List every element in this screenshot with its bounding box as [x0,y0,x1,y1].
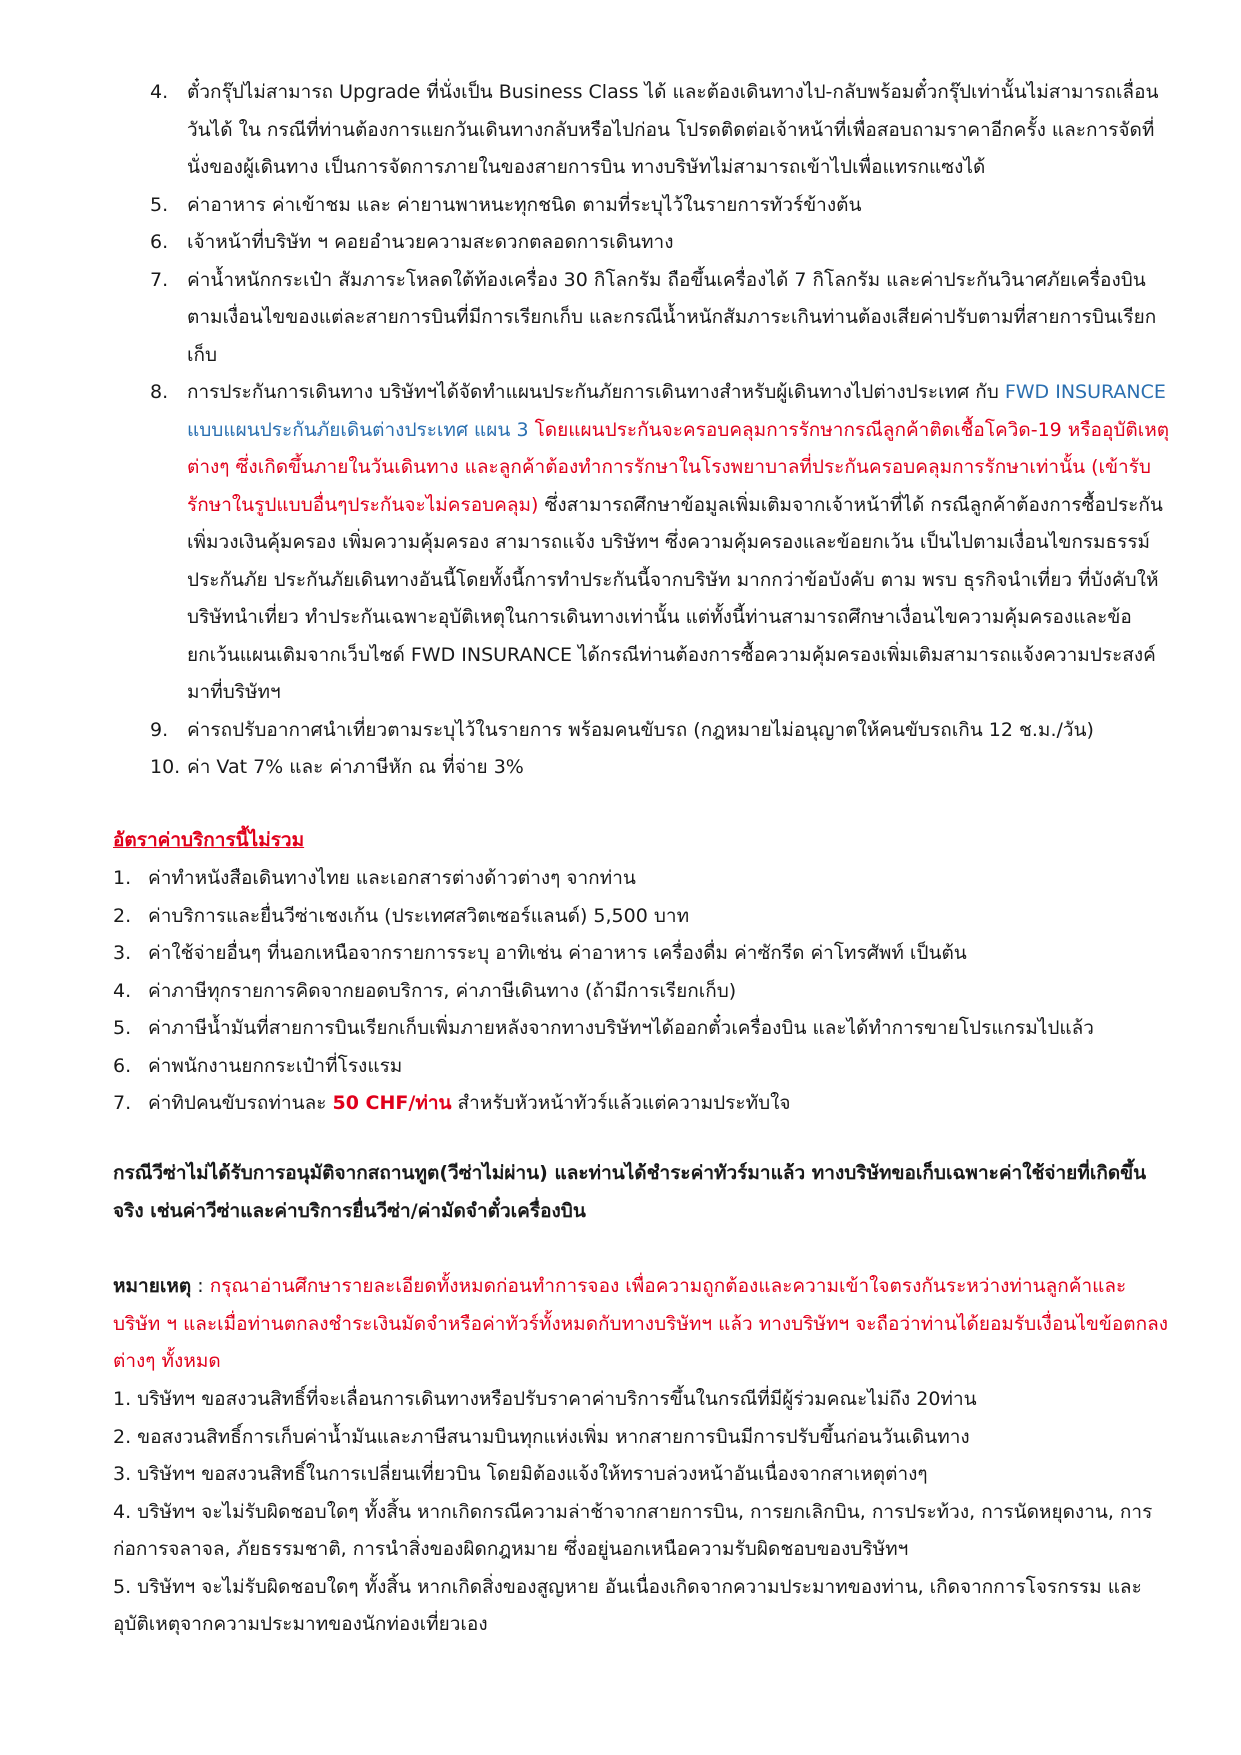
remark-label: หมายเหตุ [113,1275,192,1297]
list-item: 6. เจ้าหน้าที่บริษัท ฯ คอยอำนวยความสะดวกตลอดการเดินทาง [150,231,674,253]
item-text: ค่าทำหนังสือเดินทางไทย และเอกสารต่างด้าวต่างๆ จากท่าน [148,867,636,889]
note-item: 3. บริษัทฯ ขอสงวนสิทธิ์ในการเปลี่ยนเที่ยวบิน โดยมิต้องแจ้งให้ทราบล่วงหน้าอันเนื่องจากสาเหตุต่างๆ [113,1463,928,1485]
list-item-insurance: 8. การประกันการเดินทาง บริษัทฯได้จัดทำแผนประกันภัยการเดินทางสำหรับผู้เดินทางไปต่างประเทศ กับ FWD INSURANCE แบบแผนประกันภัยเดินต่างประเทศ แผน 3 โดยแผนประกันจะครอบคลุมการรักษากรณีลูกค้าติดเชื้อโควิด-19 หรืออุบัติเหตุต่างๆ ซึ่งเกิดขึ้นภายในวันเดินทาง และลูกค้าต้องทำการรักษาในโรงพยาบาลที่ประกันครอบคลุมการรักษาเท่านั้น (เข้ารับรักษาในรูปแบบอื่นๆประกันจะไม่ครอบคลุม) ซึ่งสามารถศึกษาข้อมูลเพิ่มเติมจากเจ้าหน้าที่ได้ กรณีลูกค้าต้องการซื้อประกันเพิ่มวงเงินคุ้มครอง เพิ่มความคุ้มครอง สามารถแจ้ง บริษัทฯ ซึ่งความคุ้มครองและข้อยกเว้น เป็นไปตามเงื่อนไขกรมธรรม์ประกันภัย ประกันภัยเดินทางอันนี้โดยทั้งนี้การทำประกันนี้จากบริษัท มากกว่าข้อบังคับ ตาม พรบ ธุรกิจนำเที่ยว ที่บังคับให้บริษัทนำเที่ยว ทำประกันเฉพาะอุบัติเหตุในการเดินทางเท่านั้น แต่ทั้งนี้ท่านสามารถศึกษาเงื่อนไขความคุ้มครองและข้อยกเว้นแผนเติมจากเว็บไซด์ FWD INSURANCE ได้กรณีท่านต้องการซื้อความคุ้มครองเพิ่มเติมสามารถแจ้งความประสงค์มาที่บริษัทฯ [150,381,1170,703]
excluded-header: อัตราค่าบริการนี้ไม่รวม [113,829,305,851]
visa-note: กรณีวีซ่าไม่ได้รับการอนุมัติจากสถานทูต(วีซ่าไม่ผ่าน) และท่านได้ชำระค่าทัวร์มาแล้ว ทางบริษัทขอเก็บเฉพาะค่าใช้จ่ายที่เกิดขึ้นจริง เช่นค่าวีซ่าและค่าบริการยื่นวีซ่า/ค่ามัดจำตั๋วเครื่องบิน [113,1162,1147,1222]
list-item: 10. ค่า Vat 7% และ ค่าภาษีหัก ณ ที่จ่าย 3% [150,756,524,778]
list-item: 7. ค่าน้ำหนักกระเป๋า สัมภาระโหลดใต้ท้องเครื่อง 30 กิโลกรัม ถือขึ้นเครื่องได้ 7 กิโลกรัม และค่าประกันวินาศภัยเครื่องบินตามเงื่อนไขของแต่ละสายการบินที่มีการเรียกเก็บ และกรณีน้ำหนักสัมภาระเกินท่านต้องเสียค่าปรับตามที่สายการบินเรียกเก็บ [150,268,1157,366]
list-item: 5. ค่าภาษีน้ำมันที่สายการบินเรียกเก็บเพิ่มภายหลังจากทางบริษัทฯได้ออกตั๋วเครื่องบิน และได้ทำการขายโปรแกรมไปแล้ว [113,1017,1094,1039]
item-text: สำหรับหัวหน้าทัวร์แล้วแต่ความประทับใจ [451,1092,791,1114]
item-text: ค่า Vat 7% และ ค่าภาษีหัก ณ ที่จ่าย 3% [187,756,524,778]
remark-separator: : [191,1275,210,1297]
list-item: 1. ค่าทำหนังสือเดินทางไทย และเอกสารต่างด้าวต่างๆ จากท่าน [113,867,636,889]
list-item: 4. ตั๋วกรุ๊ปไม่สามารถ Upgrade ที่นั่งเป็น Business Class ได้ และต้องเดินทางไป-กลับพร้อมตั๋วกรุ๊ปเท่านั้นไม่สามารถเลื่อนวันได้ ใน กรณีที่ท่านต้องการแยกวันเดินทางกลับหรือไปก่อน โปรดติดต่อเจ้าหน้าที่เพื่อสอบถามราคาอีกครั้ง และการจัดที่นั่งของผู้เดินทาง เป็นการจัดการภายในของสายการบิน ทางบริษัทไม่สามารถเข้าไปเพื่อแทรกแซงได้ [150,81,1159,178]
note-item: 2. ขอสงวนสิทธิ์การเก็บค่าน้ำมันและภาษีสนามบินทุกแห่งเพิ่ม หากสายการบินมีการปรับขึ้นก่อนวันเดินทาง [113,1425,970,1448]
insurance-plan-text: FWD INSURANCE แบบแผนประกันภัยเดินต่างประเทศ แผน 3 [187,381,1166,441]
item-text: ซึ่งสามารถศึกษาข้อมูลเพิ่มเติมจากเจ้าหน้าที่ได้ กรณีลูกค้าต้องการซื้อประกันเพิ่มวงเงินคุ้มครอง เพิ่มความคุ้มครอง สามารถแจ้ง บริษัทฯ ซึ่งความคุ้มครองและข้อยกเว้น เป็นไปตามเงื่อนไขกรมธรรม์ประกันภัย ประกันภัยเดินทางอันนี้โดยทั้งนี้การทำประกันนี้จากบริษัท มากกว่าข้อบังคับ ตาม พรบ ธุรกิจนำเที่ยว ที่บังคับให้บริษัทนำเที่ยว ทำประกันเฉพาะอุบัติเหตุในการเดินทางเท่านั้น แต่ทั้งนี้ท่านสามารถศึกษาเงื่อนไขความคุ้มครองและข้อยกเว้นแผนเติมจากเว็บไซด์ FWD INSURANCE ได้กรณีท่านต้องการซื้อความคุ้มครองเพิ่มเติมสามารถแจ้งความประสงค์มาที่บริษัทฯ [187,493,1163,703]
item-text: ค่าพนักงานยกกระเป๋าที่โรงแรม [148,1054,403,1077]
item-text: ค่าอาหาร ค่าเข้าชม และ ค่ายานพาหนะทุกชนิด ตามที่ระบุไว้ในรายการทัวร์ข้างต้น [187,193,862,216]
item-text: ค่าภาษีทุกรายการคิดจากยอดบริการ, ค่าภาษีเดินทาง (ถ้ามีการเรียกเก็บ) [148,979,737,1002]
item-text: ค่าบริการและยื่นวีซ่าเชงเก้น (ประเทศสวิตเซอร์แลนด์) 5,500 บาท [148,904,690,927]
item-text: เจ้าหน้าที่บริษัท ฯ คอยอำนวยความสะดวกตลอดการเดินทาง [187,231,674,253]
note-item: 5. บริษัทฯ จะไม่รับผิดชอบใดๆ ทั้งสิ้น หากเกิดสิ่งของสูญหาย อันเนื่องเกิดจากความประมาทของท่าน, เกิดจากการโจรกรรม และ อุบัติเหตุจากความประมาทของนักท่องเที่ยวเอง [113,1575,1142,1635]
item-text: ค่าทิปคนขับรถท่านละ [148,1092,333,1114]
list-item: 9. ค่ารถปรับอากาศนำเที่ยวตามระบุไว้ในรายการ พร้อมคนขับรถ (กฎหมายไม่อนุญาตให้คนขับรถเกิน 12 ช.ม./วัน) [150,718,1094,741]
list-item: 7. ค่าทิปคนขับรถท่านละ 50 CHF/ท่าน สำหรับหัวหน้าทัวร์แล้วแต่ความประทับใจ [113,1092,791,1114]
tip-amount: 50 CHF/ท่าน [332,1092,452,1114]
remark-text: กรุณาอ่านศึกษารายละเอียดทั้งหมดก่อนทำการจอง เพื่อความถูกต้องและความเข้าใจตรงกันระหว่างท่านลูกค้าและบริษัท ฯ และเมื่อท่านตกลงชำระเงินมัดจำหรือค่าทัวร์ทั้งหมดกับทางบริษัทฯ แล้ว ทางบริษัทฯ จะถือว่าท่านได้ยอมรับเงื่อนไขข้อตกลงต่างๆ ทั้งหมด [113,1275,1169,1372]
insurance-coverage-text: โดยแผนประกันจะครอบคลุมการรักษากรณีลูกค้าติดเชื้อโควิด-19 หรืออุบัติเหตุต่างๆ ซึ่งเกิดขึ้นภายในวันเดินทาง และลูกค้าต้องทำการรักษาในโรงพยาบาลที่ประกันครอบคลุมการรักษาเท่านั้น (เข้ารับรักษาในรูปแบบอื่นๆประกันจะไม่ครอบคลุม) [187,418,1170,516]
list-item: 2. ค่าบริการและยื่นวีซ่าเชงเก้น (ประเทศสวิตเซอร์แลนด์) 5,500 บาท [113,904,690,927]
item-text: ค่าใช้จ่ายอื่นๆ ที่นอกเหนือจากรายการระบุ อาทิเช่น ค่าอาหาร เครื่องดื่ม ค่าซักรีด ค่าโทรศัพท์ เป็นต้น [148,942,967,964]
notes-list [113,1381,1173,1644]
note-item: 1. บริษัทฯ ขอสงวนสิทธิ์ที่จะเลื่อนการเดินทางหรือปรับราคาค่าบริการขึ้นในกรณีที่มีผู้ร่วมคณะไม่ถึง 20ท่าน [113,1388,977,1410]
remark-block [113,1268,1173,1381]
list-item: 3. ค่าใช้จ่ายอื่นๆ ที่นอกเหนือจากรายการระบุ อาทิเช่น ค่าอาหาร เครื่องดื่ม ค่าซักรีด ค่าโทรศัพท์ เป็นต้น [113,942,967,964]
item-text: ตั๋วกรุ๊ปไม่สามารถ Upgrade ที่นั่งเป็น Business Class ได้ และต้องเดินทางไป-กลับพร้อมตั๋วกรุ๊ปเท่านั้นไม่สามารถเลื่อนวันได้ ใน กรณีที่ท่านต้องการแยกวันเดินทางกลับหรือไปก่อน โปรดติดต่อเจ้าหน้าที่เพื่อสอบถามราคาอีกครั้ง และการจัดที่นั่งของผู้เดินทาง เป็นการจัดการภายในของสายการบิน ทางบริษัทไม่สามารถเข้าไปเพื่อแทรกแซงได้ [187,81,1159,178]
list-item: 5. ค่าอาหาร ค่าเข้าชม และ ค่ายานพาหนะทุกชนิด ตามที่ระบุไว้ในรายการทัวร์ข้างต้น [150,193,862,216]
item-text: ค่าภาษีน้ำมันที่สายการบินเรียกเก็บเพิ่มภายหลังจากทางบริษัทฯได้ออกตั๋วเครื่องบิน และได้ทำการขายโปรแกรมไปแล้ว [148,1017,1094,1039]
item-text: การประกันการเดินทาง บริษัทฯได้จัดทำแผนประกันภัยการเดินทางสำหรับผู้เดินทางไปต่างประเทศ กับ [187,381,1005,403]
excluded-list [0,860,1241,1123]
note-item: 4. บริษัทฯ จะไม่รับผิดชอบใดๆ ทั้งสิ้น หากเกิดกรณีความล่าช้าจากสายการบิน, การยกเลิกบิน, การประท้วง, การนัดหยุดงาน, การก่อการจลาจล, ภัยธรรมชาติ, การนำสิ่งของผิดกฎหมาย ซึ่งอยู่นอกเหนือความรับผิดชอบของบริษัทฯ [113,1500,1153,1560]
item-text: ค่ารถปรับอากาศนำเที่ยวตามระบุไว้ในรายการ พร้อมคนขับรถ (กฎหมายไม่อนุญาตให้คนขับรถเกิน 12 ช.ม./วัน) [187,718,1094,741]
list-item: 4. ค่าภาษีทุกรายการคิดจากยอดบริการ, ค่าภาษีเดินทาง (ถ้ามีการเรียกเก็บ) [113,979,737,1002]
list-item: 6. ค่าพนักงานยกกระเป๋าที่โรงแรม [113,1054,403,1077]
included-list [0,74,1241,787]
item-text: ค่าน้ำหนักกระเป๋า สัมภาระโหลดใต้ท้องเครื่อง 30 กิโลกรัม ถือขึ้นเครื่องได้ 7 กิโลกรัม และค่าประกันวินาศภัยเครื่องบินตามเงื่อนไขของแต่ละสายการบินที่มีการเรียกเก็บ และกรณีน้ำหนักสัมภาระเกินท่านต้องเสียค่าปรับตามที่สายการบินเรียกเก็บ [187,268,1157,366]
